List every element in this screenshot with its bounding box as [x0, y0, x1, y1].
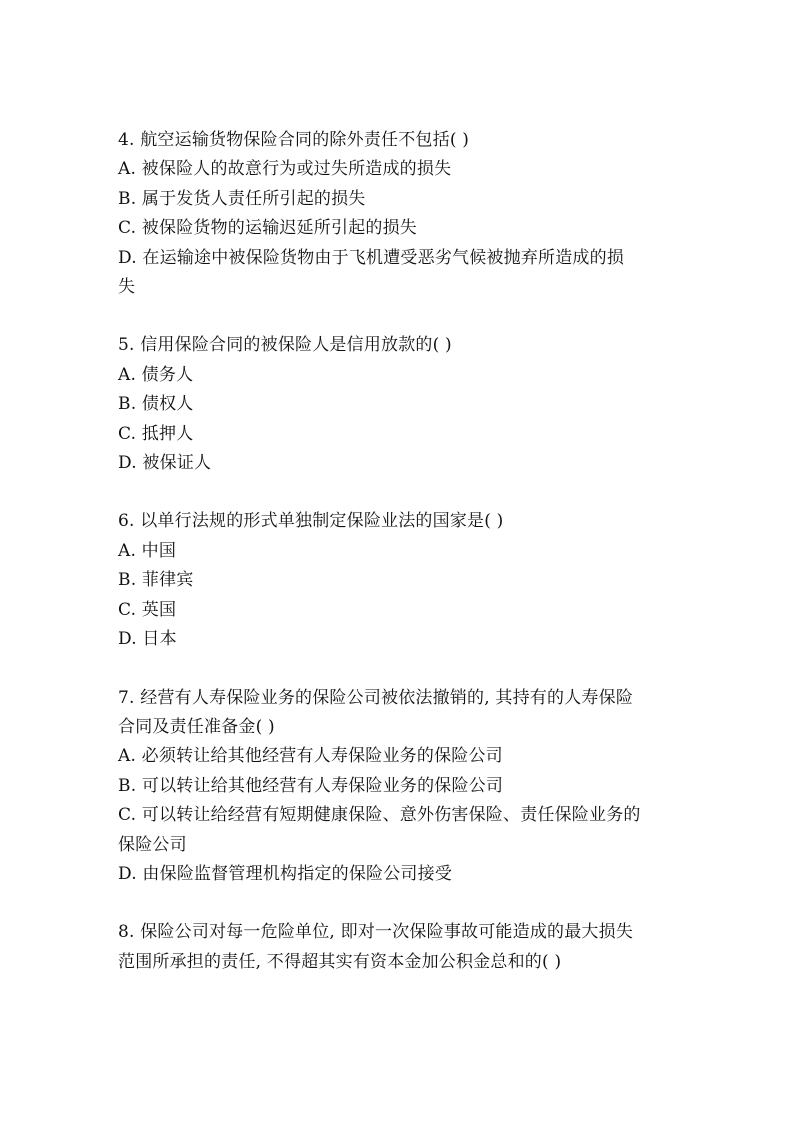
- question-stem-continuation: 合同及责任准备金( ): [118, 716, 275, 737]
- question-stem-continuation: 范围所承担的责任, 不得超其实有资本金加公积金总和的( ): [118, 951, 562, 972]
- option-a: A. 中国: [118, 540, 177, 561]
- question-stem: 6. 以单行法规的形式单独制定保险业法的国家是( ): [118, 511, 504, 532]
- question-5: [118, 331, 678, 478]
- option-d: D. 被保证人: [118, 453, 212, 474]
- question-6: [118, 507, 678, 654]
- question-stem: 8. 保险公司对每一危险单位, 即对一次保险事故可能造成的最大损失: [118, 922, 634, 943]
- option-d: D. 由保险监督管理机构指定的保险公司接受: [118, 863, 453, 884]
- option-a: A. 被保险人的故意行为或过失所造成的损失: [118, 159, 452, 180]
- option-c: C. 可以转让给经营有短期健康保险、意外伤害保险、责任保险业务的: [118, 805, 641, 826]
- option-b: B. 菲律宾: [118, 570, 194, 591]
- option-c: C. 英国: [118, 599, 177, 620]
- option-a: A. 必须转让给其他经营有人寿保险业务的保险公司: [118, 746, 503, 767]
- question-7: [118, 684, 678, 890]
- option-c: C. 被保险货物的运输迟延所引起的损失: [118, 218, 418, 239]
- question-8: [118, 918, 678, 977]
- option-b: B. 债权人: [118, 394, 194, 415]
- question-4: [118, 126, 678, 302]
- option-b: B. 属于发货人责任所引起的损失: [118, 188, 366, 209]
- option-d-continuation: 失: [118, 277, 136, 298]
- question-stem: 7. 经营有人寿保险业务的保险公司被依法撤销的, 其持有的人寿保险: [118, 687, 634, 708]
- option-b: B. 可以转让给其他经营有人寿保险业务的保险公司: [118, 775, 504, 796]
- document-page: [118, 126, 678, 1006]
- question-stem: 5. 信用保险合同的被保险人是信用放款的( ): [118, 335, 452, 356]
- option-c-continuation: 保险公司: [118, 834, 187, 855]
- option-a: A. 债务人: [118, 364, 194, 385]
- option-c: C. 抵押人: [118, 423, 194, 444]
- option-d: D. 在运输途中被保险货物由于飞机遭受恶劣气候被抛弃所造成的损: [118, 247, 625, 268]
- question-stem: 4. 航空运输货物保险合同的除外责任不包括( ): [118, 130, 470, 150]
- option-d: D. 日本: [118, 629, 177, 650]
